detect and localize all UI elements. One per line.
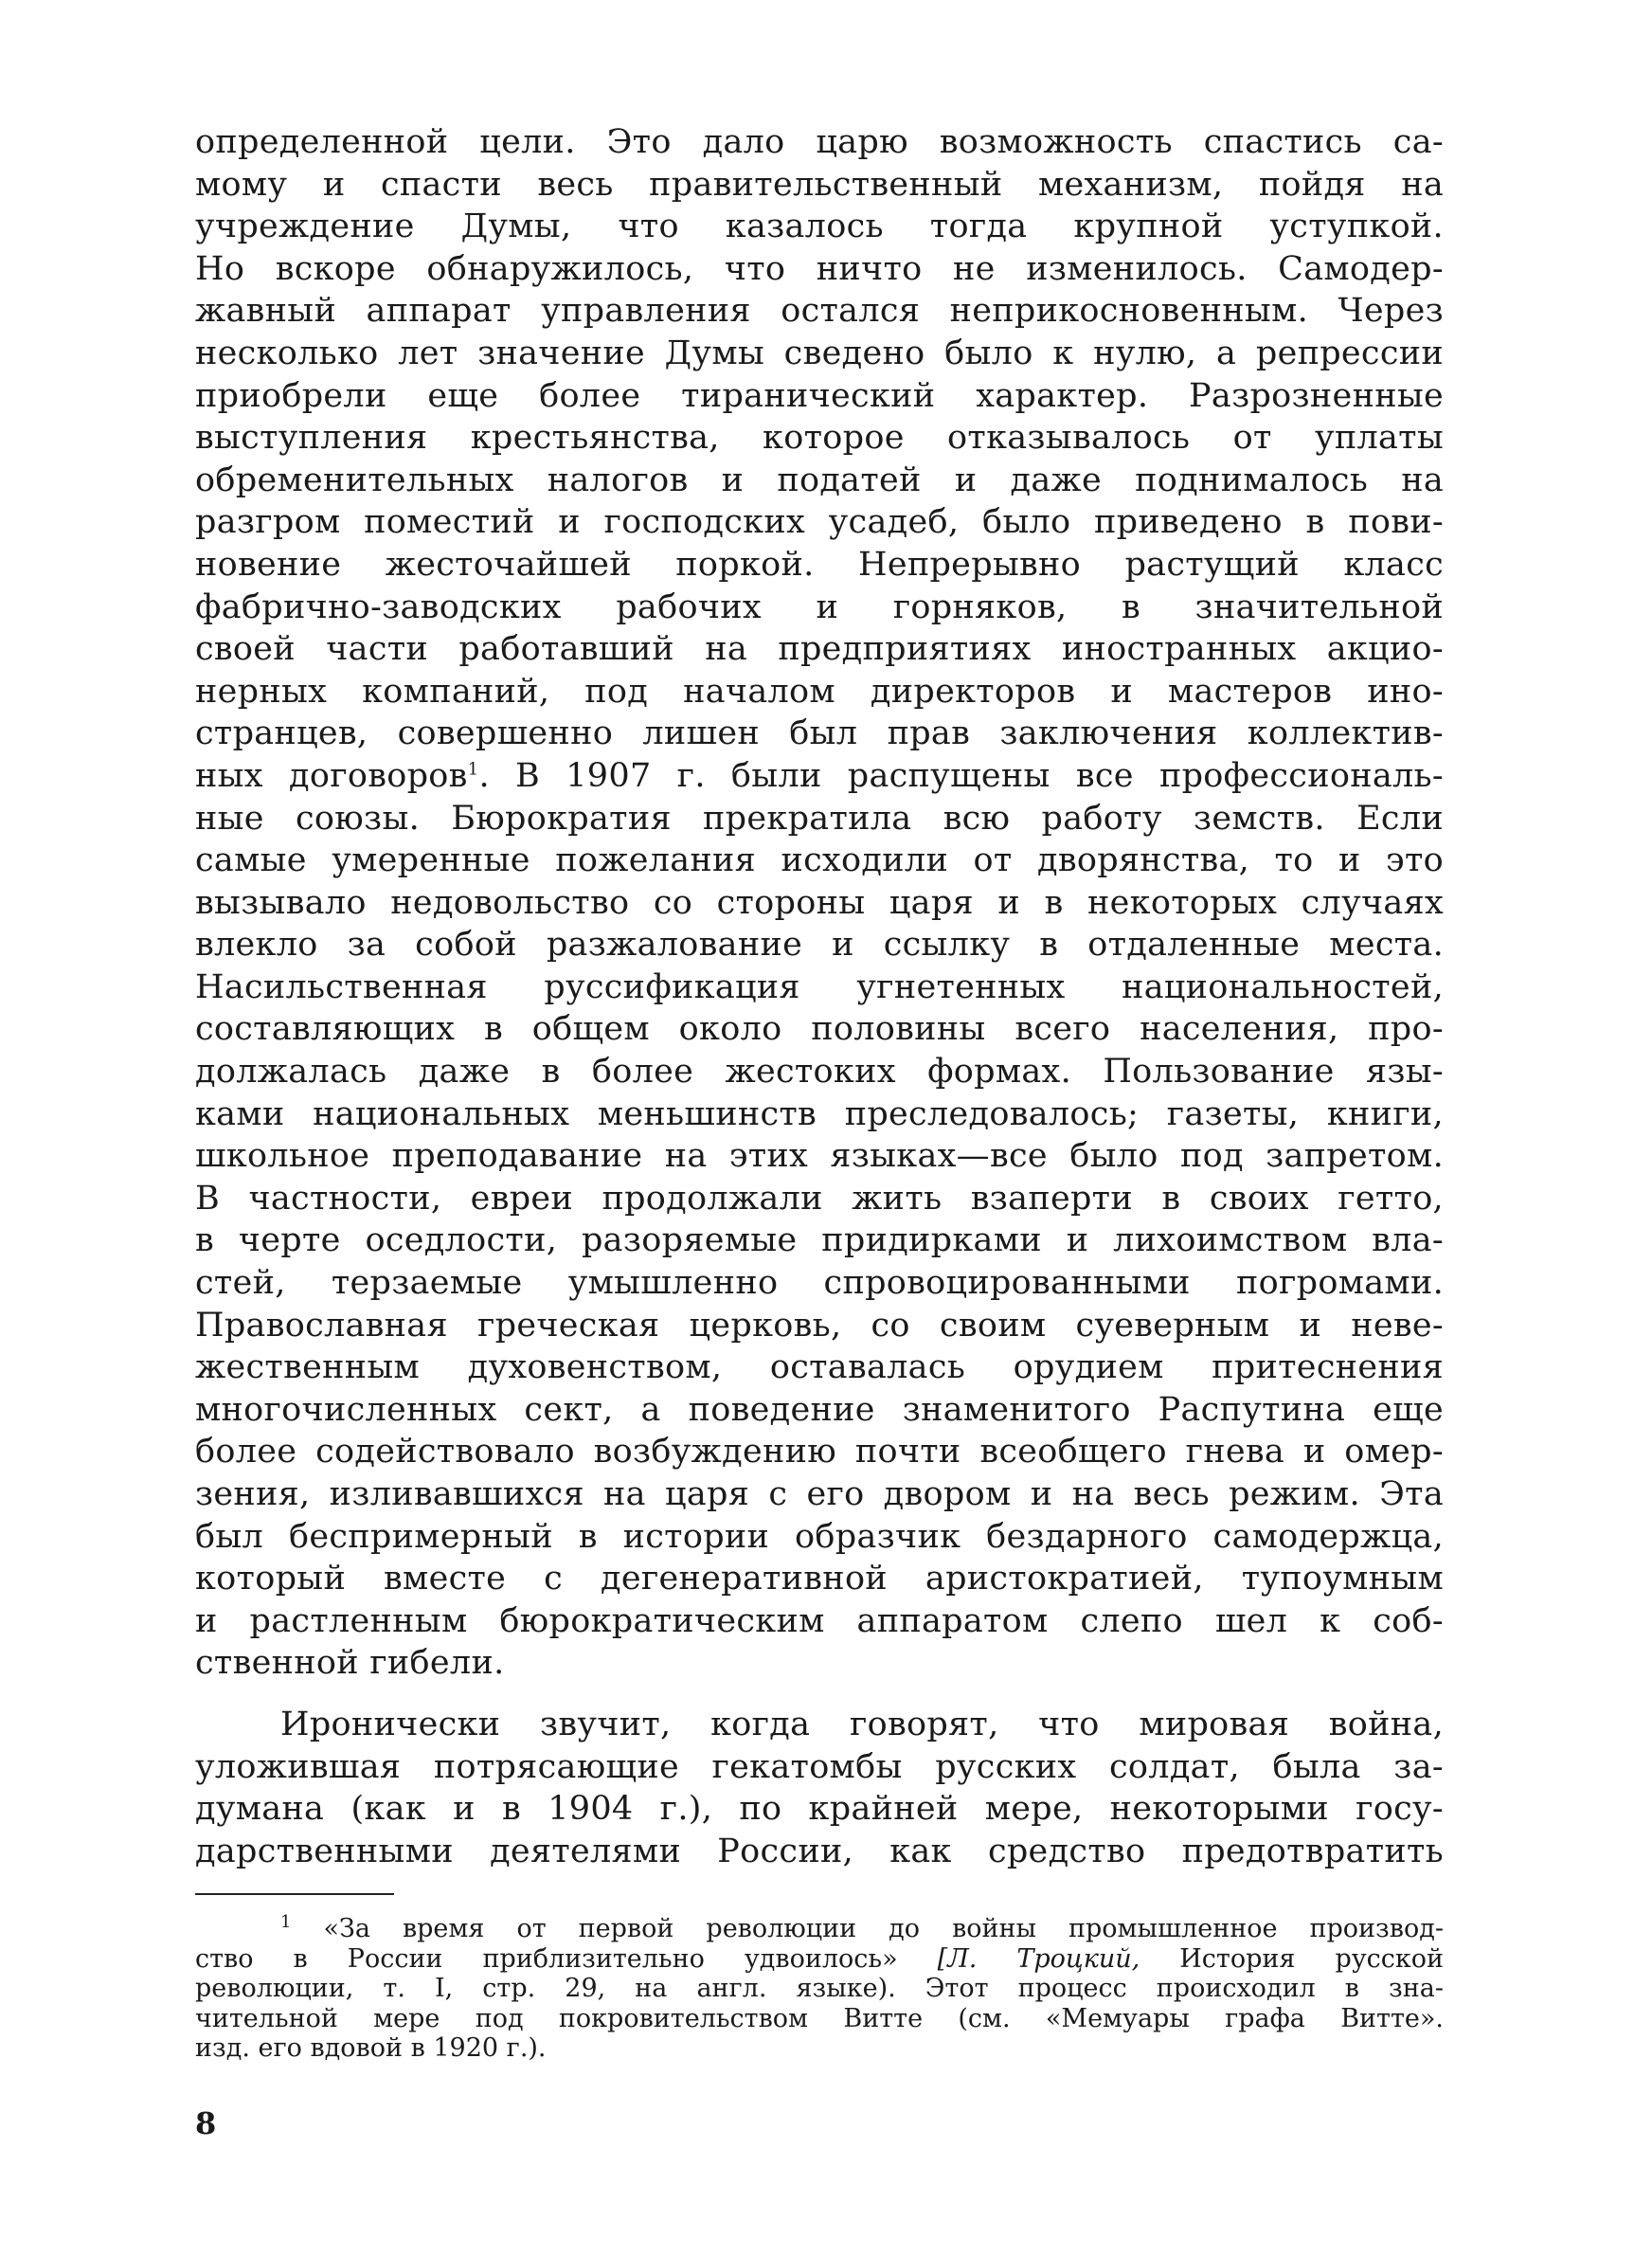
- footnote-marker: 1: [280, 1912, 292, 1932]
- text-line-with-footnote: [195, 755, 1444, 798]
- text-line: был беспримерный в истории образчик бездарного самодержца,: [195, 1517, 1444, 1556]
- footnote-text: «За время от первой революции до войны промышленное производ-: [323, 1914, 1444, 1943]
- text-line: определенной цели. Это дало царю возможность спастись са-: [195, 123, 1444, 161]
- text-line: уложившая потрясающие гекатомбы русских солдат, была за-: [195, 1747, 1444, 1786]
- text-line: и растленным бюрократическим аппаратом слепо шел к соб-: [195, 1601, 1444, 1640]
- text-line: учреждение Думы, что казалось тогда крупной уступкой.: [195, 208, 1444, 246]
- text-line: странцев, совершенно лишен был прав заключения коллектив-: [195, 714, 1444, 753]
- text-line: жественным духовенством, оставалась орудием притеснения: [195, 1348, 1444, 1387]
- text-line: мому и спасти весь правительственный механизм, пойдя на: [195, 165, 1444, 204]
- footnote-line: революции, т. I, стр. 29, на англ. языке). Этот процесс происходил в зна-: [195, 1974, 1444, 2003]
- text-line: Иронически звучит, когда говорят, что мировая война,: [280, 1705, 1444, 1743]
- text-line: ные союзы. Бюрократия прекратила всю работу земств. Если: [195, 799, 1444, 838]
- main-text: [195, 121, 1444, 1872]
- text-line: самые умеренные пожелания исходили от дворянства, то и это: [195, 841, 1444, 880]
- text-line: стей, терзаемые умышленно спровоцированными погромами.: [195, 1264, 1444, 1303]
- footnote-text: ство в России приблизительно удвоилось»: [195, 1943, 938, 1974]
- footnote-divider: [195, 1893, 394, 1895]
- footnote-line: [195, 1944, 1444, 1975]
- text-line: школьное преподавание на этих языках—все было под запретом.: [195, 1137, 1444, 1176]
- text-line: выступления крестьянства, которое отказывалось от уплаты: [195, 419, 1444, 458]
- text-line: приобрели еще более тиранический характер. Разрозненные: [195, 376, 1444, 415]
- text-fragment: ных договоров: [195, 756, 468, 795]
- text-line: обременительных налогов и податей и даже поднималось на: [195, 460, 1444, 499]
- text-line: более содействовало возбуждению почти всеобщего гнева и омер-: [195, 1433, 1444, 1472]
- footnote-line: чительной мере под покровительством Витте (см. «Мемуары графа Витте».: [195, 2003, 1444, 2033]
- text-line: многочисленных сект, а поведение знаменитого Распутина еще: [195, 1390, 1444, 1429]
- text-line: Православная греческая церковь, со своим суеверным и неве-: [195, 1306, 1444, 1345]
- text-fragment: . В 1907 г. были распущены все профессиональ-: [478, 756, 1444, 795]
- text-line: фабрично-заводских рабочих и горняков, в значительной: [195, 587, 1444, 626]
- text-line: своей части работавший на предприятиях иностранных акцио-: [195, 630, 1444, 669]
- text-line: новение жесточайшей поркой. Непрерывно растущий класс: [195, 545, 1444, 584]
- text-line: в черте оседлости, разоряемые придирками и лихоимством вла-: [195, 1221, 1444, 1260]
- text-line: нерных компаний, под началом директоров и мастеров ино-: [195, 672, 1444, 711]
- text-line: влекло за собой разжалование и ссылку в отдаленные места.: [195, 926, 1444, 965]
- footnote-reference: 1: [467, 759, 479, 780]
- footnote: [195, 1914, 1444, 2064]
- text-line: думана (как и в 1904 г.), по крайней мере, некоторыми госу-: [195, 1790, 1444, 1829]
- text-line: ками национальных меньшинств преследовалось; газеты, книги,: [195, 1094, 1444, 1133]
- text-line: дарственными деятелями России, как средство предотвратить: [195, 1832, 1444, 1870]
- footnote-author: [Л. Троцкий,: [937, 1943, 1140, 1974]
- text-line: составляющих в общем около половины всего населения, про-: [195, 1010, 1444, 1049]
- text-line: ственной гибели.: [195, 1644, 505, 1683]
- text-line: несколько лет значение Думы сведено было к нулю, а репрессии: [195, 334, 1444, 372]
- text-line: Насильственная руссификация угнетенных национальностей,: [195, 967, 1444, 1006]
- footnote-line: [195, 1914, 1444, 1944]
- footnote-line: изд. его вдовой в 1920 г.).: [195, 2033, 547, 2063]
- footnote-text: История русской: [1140, 1943, 1444, 1974]
- text-line: который вместе с дегенеративной аристократией, тупоумным: [195, 1560, 1444, 1598]
- text-line: жавный аппарат управления остался неприкосновенным. Через: [195, 292, 1444, 331]
- text-line: разгром поместий и господских усадеб, было приведено в пови-: [195, 503, 1444, 542]
- page-number: 8: [195, 2105, 217, 2141]
- text-line: В частности, евреи продолжали жить взаперти в своих гетто,: [195, 1179, 1444, 1218]
- paragraph-gap: [195, 1685, 1444, 1704]
- text-line: зения, изливавшихся на царя с его двором и на весь режим. Эта: [195, 1475, 1444, 1513]
- text-line: Но вскоре обнаружилось, что ничто не изменилось. Самодер-: [195, 249, 1444, 288]
- text-line: должалась даже в более жестоких формах. Пользование язы-: [195, 1053, 1444, 1092]
- text-line: вызывало недовольство со стороны царя и в некоторых случаях: [195, 883, 1444, 922]
